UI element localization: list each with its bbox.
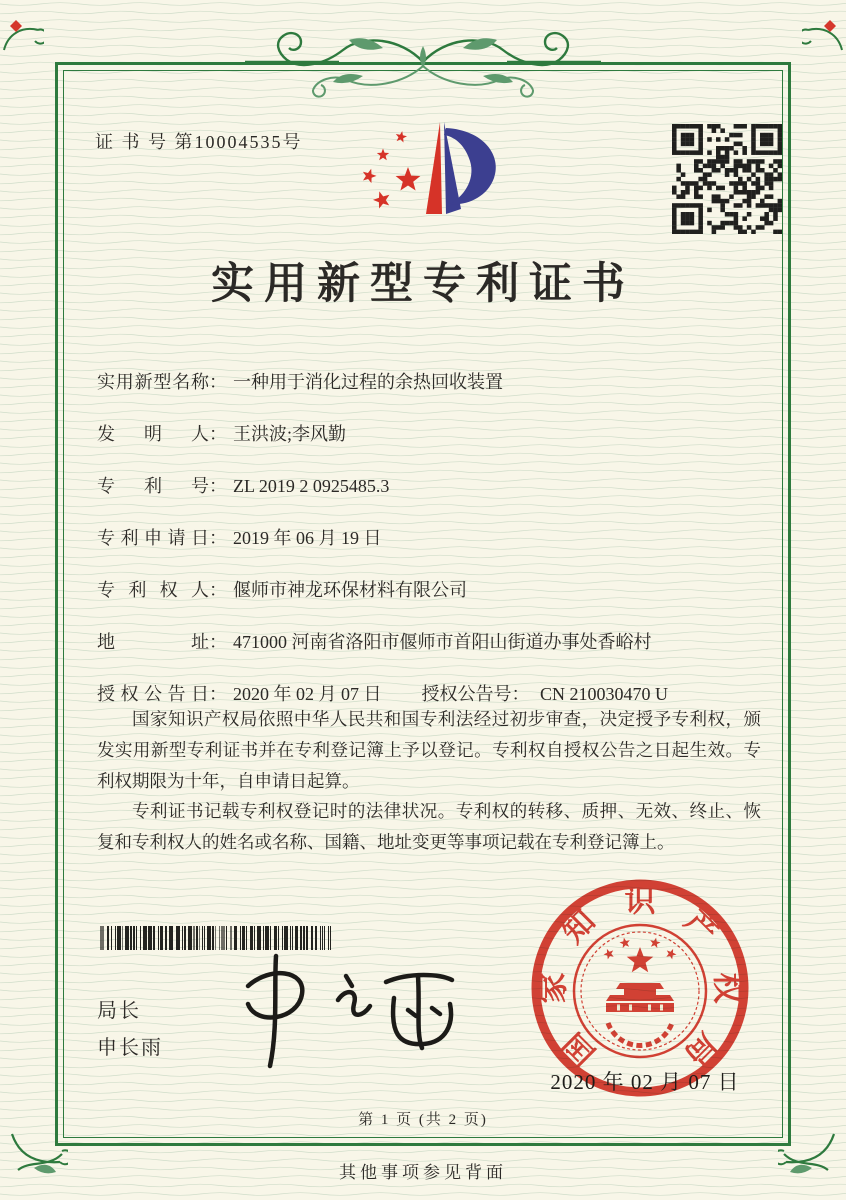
field-value: CN 210030470 U bbox=[540, 684, 669, 704]
field-label: 专利权人 bbox=[97, 580, 209, 600]
field-value: 471000 河南省洛阳市偃师市首阳山街道办事处香峪村 bbox=[233, 632, 652, 652]
field-value: 偃师市神龙环保材料有限公司 bbox=[233, 580, 467, 600]
field-colon: ： bbox=[209, 632, 227, 652]
logo-stars bbox=[363, 131, 421, 208]
page-indicator: 第 1 页 (共 2 页) bbox=[358, 1112, 488, 1128]
certificate-title: 实用新型专利证书 bbox=[211, 261, 635, 308]
field-label: 专利申请日 bbox=[97, 528, 209, 548]
field-value: 2019 年 06 月 19 日 bbox=[233, 528, 382, 548]
field-patentee bbox=[97, 576, 761, 598]
commissioner-title: 局长 bbox=[97, 1000, 141, 1022]
corner-ornament-top-right bbox=[802, 18, 844, 60]
svg-text:家: 家 bbox=[535, 972, 571, 1004]
field-value: 一种用于消化过程的余热回收装置 bbox=[233, 372, 503, 392]
field-grant-number bbox=[422, 680, 669, 706]
svg-text:知: 知 bbox=[555, 903, 602, 950]
field-value: 王洪波;李风勤 bbox=[233, 424, 347, 444]
field-value: ZL 2019 2 0925485.3 bbox=[233, 476, 390, 496]
field-colon: ： bbox=[209, 684, 227, 704]
field-label: 地址 bbox=[97, 632, 209, 652]
legal-text bbox=[97, 704, 761, 858]
qr-code bbox=[672, 124, 782, 234]
commissioner-block bbox=[97, 993, 163, 1067]
svg-text:权: 权 bbox=[709, 972, 745, 1004]
svg-text:识: 识 bbox=[624, 883, 656, 919]
seal-date: 2020 年 02 月 07 日 bbox=[550, 1070, 740, 1094]
field-utility-model-name bbox=[97, 368, 761, 390]
svg-text:产: 产 bbox=[678, 903, 725, 950]
field-colon: ： bbox=[209, 528, 227, 548]
field-colon: ： bbox=[209, 424, 227, 444]
back-note: 其他事项参见背面 bbox=[339, 1163, 507, 1182]
commissioner-signature bbox=[218, 948, 458, 1073]
field-label: 发明人 bbox=[97, 424, 209, 444]
legal-paragraph-1: 国家知识产权局依照中华人民共和国专利法经过初步审查，决定授予专利权，颁发实用新型专利证书并在专利登记簿上予以登记。专利权自授权公告之日起生效。专利权期限为十年，自申请日起算。 bbox=[97, 709, 761, 791]
commissioner-name: 申长雨 bbox=[97, 1037, 163, 1059]
field-label: 专利号 bbox=[97, 476, 209, 496]
field-patent-number bbox=[97, 472, 761, 494]
field-colon: ： bbox=[511, 684, 530, 704]
svg-text:国: 国 bbox=[555, 1026, 602, 1073]
svg-text:局: 局 bbox=[678, 1026, 725, 1073]
field-inventors bbox=[97, 420, 761, 442]
field-colon: ： bbox=[209, 476, 227, 496]
cnipa-logo bbox=[352, 110, 512, 232]
certificate-fields bbox=[97, 368, 761, 732]
field-label: 实用新型名称 bbox=[97, 372, 209, 392]
legal-paragraph-2: 专利证书记载专利权登记时的法律状况。专利权的转移、质押、无效、终止、恢复和专利权人的姓名或名称、国籍、地址变更等事项记载在专利登记簿上。 bbox=[97, 801, 761, 853]
corner-ornament-top-left bbox=[2, 18, 44, 60]
field-colon: ： bbox=[209, 580, 227, 600]
field-grant-date-and-number bbox=[97, 680, 761, 702]
field-filing-date bbox=[97, 524, 761, 546]
field-colon: ： bbox=[209, 372, 227, 392]
national-emblem-icon bbox=[574, 925, 706, 1057]
field-label: 授权公告号 bbox=[421, 684, 512, 704]
certificate-number: 证 书 号 第10004535号 bbox=[95, 132, 303, 152]
barcode bbox=[100, 926, 336, 950]
field-label: 授权公告日 bbox=[97, 684, 209, 704]
field-address bbox=[97, 628, 761, 650]
field-value: 2020 年 02 月 07 日 bbox=[233, 684, 382, 704]
